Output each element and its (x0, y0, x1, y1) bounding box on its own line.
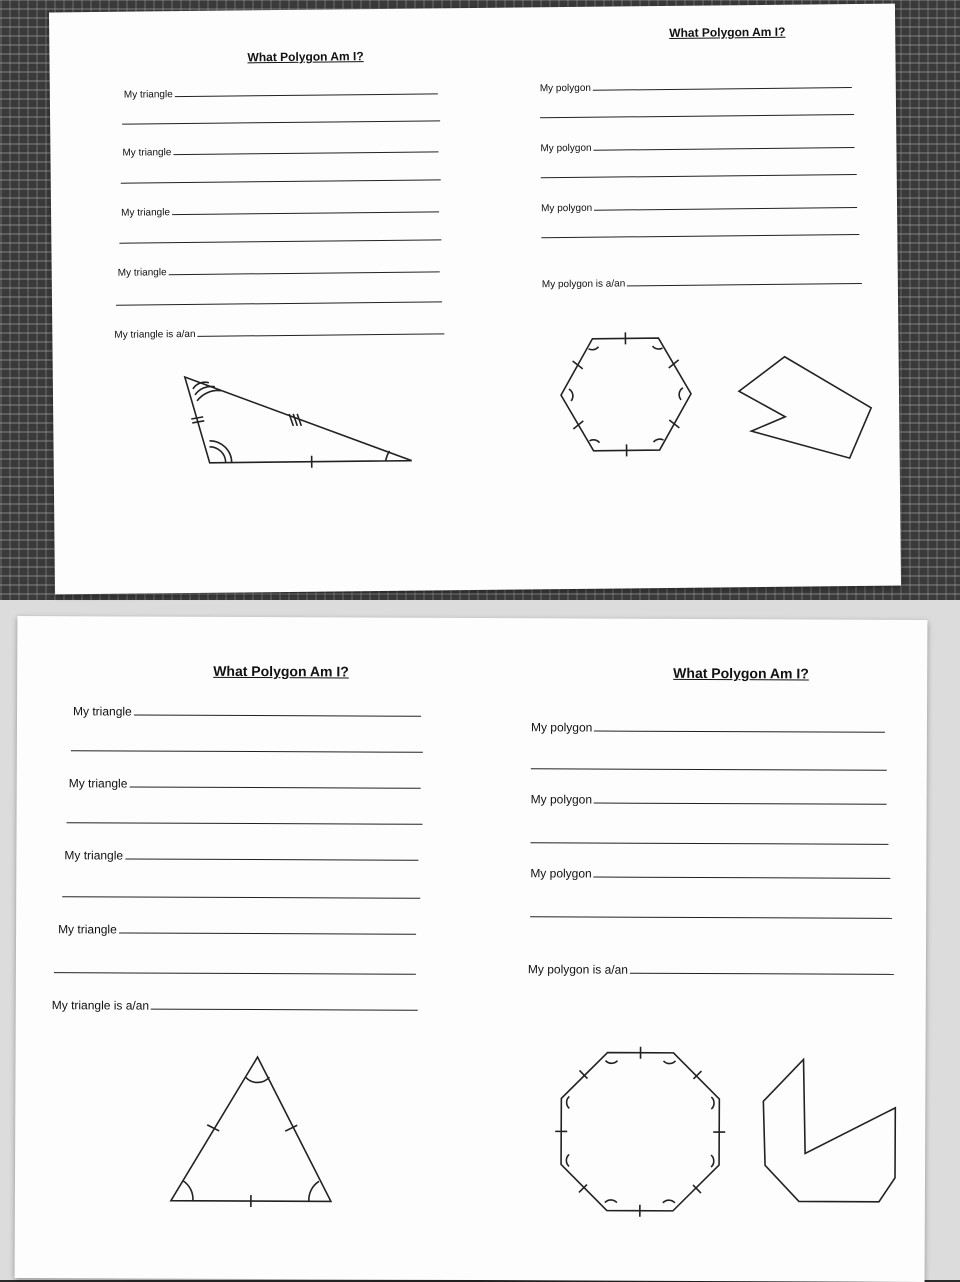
prompt-label: My triangle (124, 89, 173, 101)
answer-line (541, 174, 857, 178)
final-prompt-line (542, 276, 862, 290)
answer-line (67, 822, 423, 825)
concave-pentagon-icon (733, 350, 874, 461)
prompt-line (531, 792, 887, 808)
answer-line (122, 120, 440, 124)
final-prompt-line (52, 998, 418, 1014)
prompt-label: My triangle (121, 207, 170, 219)
prompt-line (531, 720, 885, 736)
final-prompt-line (528, 962, 894, 978)
prompt-line (540, 140, 854, 154)
answer-line (541, 234, 859, 238)
prompt-line (122, 144, 438, 158)
final-prompt-label: My polygon is a/an (542, 278, 626, 290)
prompt-label: My triangle (118, 267, 167, 279)
prompt-label: My triangle (69, 776, 128, 790)
equilateral-triangle-icon (165, 1051, 336, 1212)
prompt-line (530, 866, 890, 882)
prompt-label: My polygon (540, 143, 591, 155)
prompt-label: My triangle (122, 147, 171, 159)
prompt-label: My triangle (73, 704, 132, 718)
prompt-line (118, 264, 440, 278)
worksheet-bottom (15, 616, 928, 1282)
final-prompt-line (114, 326, 444, 340)
answer-line (530, 916, 892, 919)
prompt-label: My triangle (64, 848, 123, 862)
answer-line (116, 301, 442, 305)
scalene-obtuse-triangle-icon (173, 369, 414, 472)
prompt-line (121, 204, 439, 218)
regular-hexagon-icon (552, 332, 703, 464)
final-prompt-label: My polygon is a/an (528, 962, 628, 976)
prompt-line (541, 200, 857, 214)
final-prompt-label: My triangle is a/an (114, 329, 195, 341)
answer-line (54, 972, 416, 975)
answer-line (531, 768, 887, 771)
answer-line (71, 750, 423, 753)
prompt-label: My polygon (531, 792, 592, 806)
prompt-label: My polygon (530, 866, 591, 880)
answer-line (119, 239, 441, 243)
prompt-label: My polygon (540, 83, 591, 95)
prompt-label: My polygon (541, 203, 592, 215)
final-prompt-label: My triangle is a/an (52, 998, 149, 1012)
answer-line (62, 896, 420, 899)
prompt-line (124, 86, 438, 100)
worksheet-title: What Polygon Am I? (669, 25, 785, 40)
prompt-line (73, 704, 421, 720)
worksheet-top (49, 4, 901, 595)
prompt-label: My triangle (58, 922, 117, 936)
prompt-label: My polygon (531, 720, 592, 734)
worksheet-title: What Polygon Am I? (673, 665, 809, 682)
prompt-line (540, 80, 852, 94)
prompt-line (69, 776, 421, 792)
answer-line (540, 114, 854, 118)
regular-octagon-icon (559, 1046, 726, 1215)
prompt-line (58, 922, 416, 938)
prompt-line (64, 848, 418, 864)
answer-line (121, 179, 441, 183)
worksheet-title: What Polygon Am I? (247, 49, 363, 64)
answer-line (530, 842, 888, 845)
worksheet-title: What Polygon Am I? (213, 663, 349, 680)
concave-hexagon-icon (759, 1055, 900, 1206)
